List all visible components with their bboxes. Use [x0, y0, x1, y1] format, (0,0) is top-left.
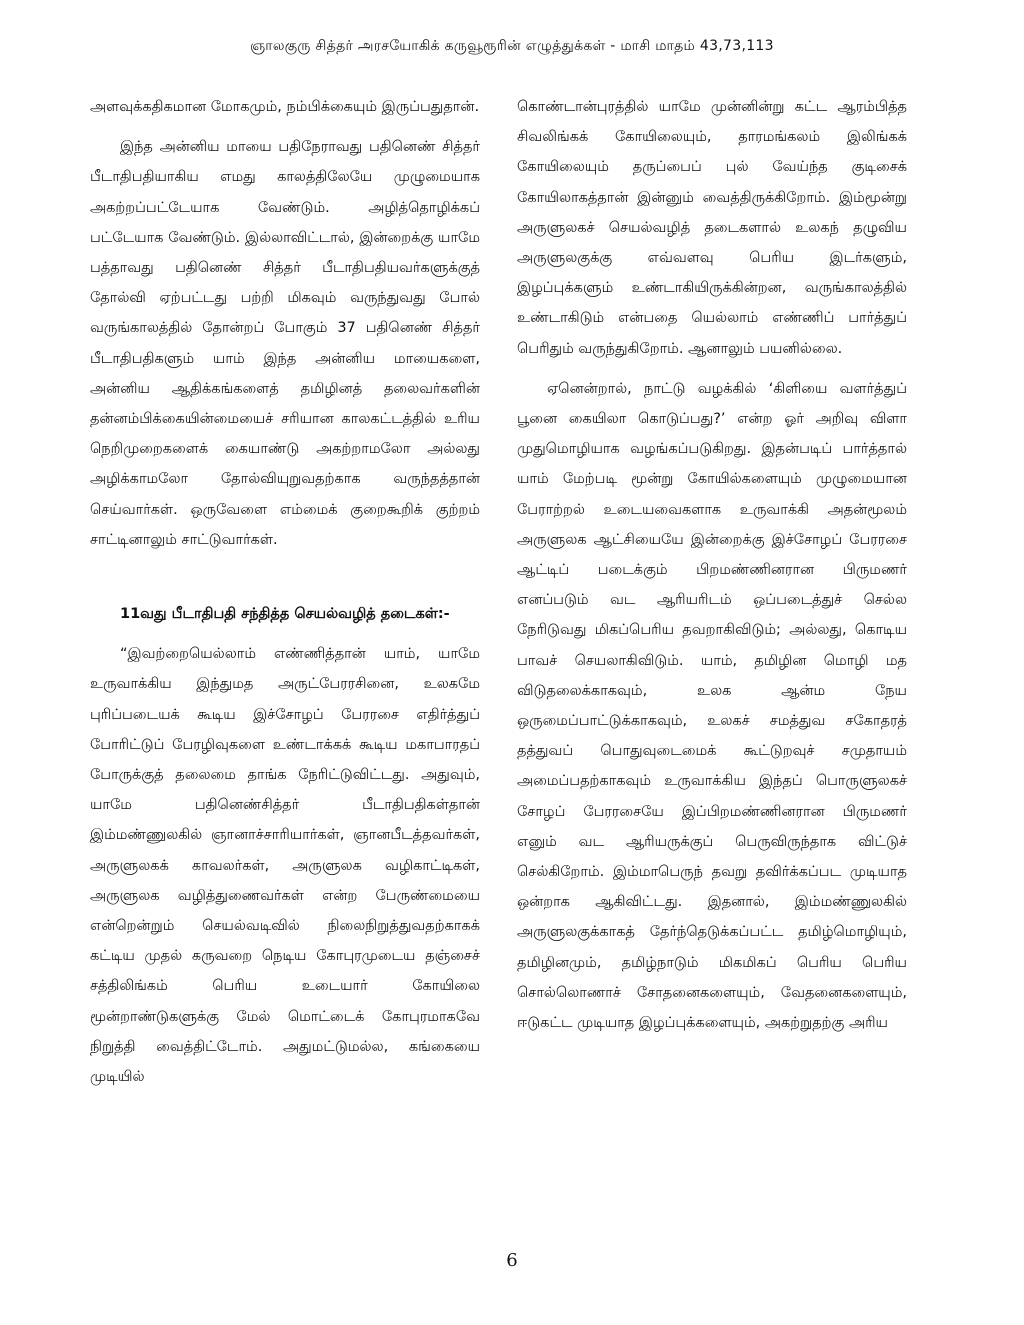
paragraph: “இவற்றையெல்லாம் எண்ணித்தான் யாம், யாமே உருவாக்கிய இந்துமத அருட்பேரரசினை, உலகமே புரிப்படையக் கூடிய இச்சோழப் பேரரசை எதிர்த்துப் போரிட்டுப் பேரழிவுகளை உண்டாக்கக் கூடிய மகாபாரதப் போருக்குத் தலைமை தாங்க நேரிட்டுவிட்டது. அதுவும், யாமே பதினெண்சித்தர் பீடாதிபதிகள்தான் இம்மண்ணுலகில் ஞானாச்சாரியார்கள், ஞானபீடத்தவர்கள், அருளுலகக் காவலர்கள், அருளுலக வழிகாட்டிகள், அருளுலக வழித்துணைவர்கள் என்ற பேருண்மையை என்றென்றும் செயல்வடிவில் நிலைநிறுத்துவதற்காகக் கட்டிய முதல் கருவறை நெடிய கோபுரமுடைய தஞ்சைச் சத்திலிங்கம் பெரிய உடையார் கோயிலை மூன்றாண்டுகளுக்கு மேல் மொட்டைக் கோபுரமாகவே நிறுத்தி வைத்திட்டோம். அதுமட்டுமல்ல, கங்கையை முடியில்: [90, 646, 480, 1086]
paragraph: இந்த அன்னிய மாயை பதிநேராவது பதினெண் சித்தர் பீடாதிபதியாகிய எமது காலத்திலேயே முழுமையாக அகற்றப்பட்டேயாக வேண்டும். அழித்தொழிக்கப் பட்டேயாக வேண்டும். இல்லாவிட்டால், இன்றைக்கு யாமே பத்தாவது பதினெண் சித்தர் பீடாதிபதியவர்களுக்குத் தோல்வி ஏற்பட்டது பற்றி மிகவும் வருந்துவது போல் வருங்காலத்தில் தோன்றப் போகும் 37 பதினெண் சித்தர் பீடாதிபதிகளும் யாம் இந்த அன்னிய மாயைகளை, அன்னிய ஆதிக்கங்களைத் தமிழினத் தலைவர்களின் தன்னம்பிக்கையின்மையைச் சரியான காலகட்டத்தில் உரிய நெறிமுறைகளைக் கையாண்டு அகற்றாமலோ அல்லது அழிக்காமலோ தோல்வியுறுவதற்காக வருந்தத்தான் செய்வார்கள். ஒருவேளை எம்மைக் குறைகூறிக் குற்றம் சாட்டினாலும் சாட்டுவார்கள்.: [90, 139, 480, 548]
right-column: [517, 92, 907, 1038]
section-heading: 11வது பீடாதிபதி சந்தித்த செயல்வழித் தடைகள்:-: [120, 606, 450, 623]
page-number: 6: [506, 1250, 518, 1271]
left-column: [90, 92, 480, 1092]
paragraph: கொண்டான்புரத்தில் யாமே முன்னின்று கட்ட ஆரம்பித்த சிவலிங்கக் கோயிலையும், தாரமங்கலம் இலிங்கக் கோயிலையும் தருப்பைப் புல் வேய்ந்த குடிசைக் கோயிலாகத்தான் இன்னும் வைத்திருக்கிறோம். இம்மூன்று அருளுலகச் செயல்வழித் தடைகளால் உலகந் தழுவிய அருளுலகுக்கு எவ்வளவு பெரிய இடர்களும், இழப்புக்களும் உண்டாகியிருக்கின்றன, வருங்காலத்தில் உண்டாகிடும் என்பதை யெல்லாம் எண்ணிப் பார்த்துப் பெரிதும் வருந்துகிறோம். ஆனாலும் பயனில்லை.: [517, 99, 907, 357]
paragraph: ஏனென்றால், நாட்டு வழக்கில் ‘கிளியை வளர்த்துப் பூனை கையிலா கொடுப்பது?’ என்ற ஓர் அறிவு விளா முதுமொழியாக வழங்கப்படுகிறது. இதன்படிப் பார்த்தால் யாம் மேற்படி மூன்று கோயில்களையும் முழுமையான பேராற்றல் உடையவைகளாக உருவாக்கி அதன்மூலம் அருளுலக ஆட்சியையே இன்றைக்கு இச்சோழப் பேரரசை ஆட்டிப் படைக்கும் பிறமண்ணினரான பிருமணர் எனப்படும் வட ஆரியரிடம் ஒப்படைத்துச் செல்ல நேரிடுவது மிகப்பெரிய தவறாகிவிடும்; அல்லது, கொடிய பாவச் செயலாகிவிடும். யாம், தமிழின மொழி மத விடுதலைக்காகவும், உலக ஆன்ம நேய ஒருமைப்பாட்டுக்காகவும், உலகச் சமத்துவ சகோதரத் தத்துவப் பொதுவுடைமைக் கூட்டுறவுச் சமுதாயம் அமைப்பதற்காகவும் உருவாக்கிய இந்தப் பொருளுலகச் சோழப் பேரரசையே இப்பிறமண்ணினரான பிருமணர் எனும் வட ஆரியருக்குப் பெருவிருந்தாக விட்டுச் செல்கிறோம். இம்மாபெருந் தவறு தவிர்க்கப்பட முடியாத ஒன்றாக ஆகிவிட்டது. இதனால், இம்மண்ணுலகில் அருளுலகுக்காகத் தேர்ந்தெடுக்கப்பட்ட தமிழ்மொழியும், தமிழினமும், தமிழ்நாடும் மிகமிகப் பெரிய பெரிய சொல்லொணாச் சோதனைகளையும், வேதனைகளையும், ஈடுகட்ட முடியாத இழப்புக்களையும், அகற்றுதற்கு அரிய: [517, 380, 907, 1032]
paragraph: அளவுக்கதிகமான மோகமும், நம்பிக்கையும் இருப்பதுதான்.: [90, 99, 480, 115]
running-header: ஞாலகுரு சித்தர் அரசயோகிக் கருவூரூரின் எழுத்துக்கள் - மாசி மாதம் 43,73,113: [250, 38, 774, 54]
spacer: [90, 555, 480, 599]
